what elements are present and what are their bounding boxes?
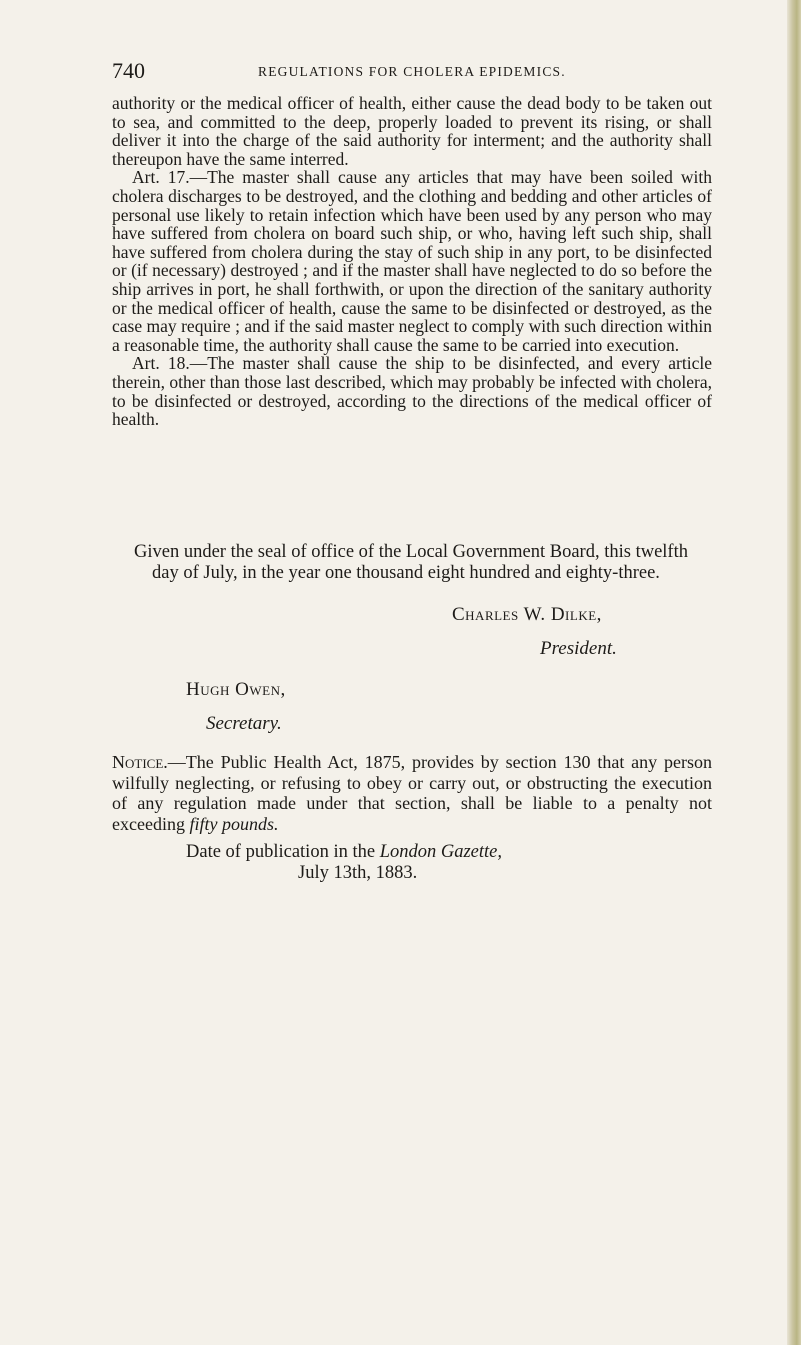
page-edge — [787, 0, 801, 1345]
page-number: 740 — [112, 58, 145, 83]
running-header — [112, 58, 712, 88]
given-line-2: day of July, in the year one thousand eight hundred and eighty-three. — [152, 563, 660, 583]
notice-text: —The Public Health Act, 1875, provides by section 130 that any person wilfully neglecting, or refusing to obey or carry out, or obstructing the execution of any regulation made under that section, shall be liable to a penalty not exceeding — [112, 752, 712, 834]
publication-date — [186, 842, 686, 884]
president-name: Charles W. Dilke, — [452, 604, 602, 625]
publication-prefix: Date of publication in the — [186, 842, 380, 862]
article-17: Art. 17.—The master shall cause any articles that may have been soiled with cholera discharges to be destroyed, and the clothing and bedding and other articles of personal use likely to retain infection which have been used by any person who may have suffered from cholera on board such ship, or who, having left such ship, shall have suffered from cholera during the stay of such ship in any port, to be disinfected or (if necessary) destroyed ; and if the master shall have neglected to do so before the ship arrives in port, he shall forthwith, or upon the direction of the sanitary authority or the medical officer of health, cause the same to be disinfected or destroyed, as the case may require ; and if the said master neglect to comply with such direction within a reasonable time, the authority shall cause the same to be carried into execution. — [112, 167, 712, 355]
notice-emphasis: fifty pounds. — [189, 813, 279, 834]
secretary-name: Hugh Owen, — [186, 679, 286, 700]
secretary-title: Secretary. — [206, 713, 282, 734]
notice-lead: Notice. — [112, 752, 168, 772]
given-under-seal — [134, 542, 714, 584]
notice-paragraph — [112, 752, 712, 834]
given-line-1: Given under the seal of office of the Local Government Board, this twelfth — [134, 542, 688, 562]
president-title: President. — [540, 638, 617, 659]
gazette-name: London Gazette, — [379, 842, 502, 862]
article-18: Art. 18.—The master shall cause the ship to be disinfected, and every article therein, other than those last described, which may probably be infected with cholera, to be disinfected or destroyed, according to the directions of the medical officer of health. — [112, 353, 712, 430]
publication-date-line: July 13th, 1883. — [298, 863, 418, 883]
running-title: REGULATIONS FOR CHOLERA EPIDEMICS. — [258, 64, 566, 79]
body-text — [112, 94, 712, 429]
paragraph-continuation: authority or the medical officer of health, either cause the dead body to be taken out to sea, and committed to the deep, properly loaded to prevent its rising, or shall deliver it into the charge of the said authority for interment; and the authority shall thereupon have the same interred. — [112, 93, 712, 169]
